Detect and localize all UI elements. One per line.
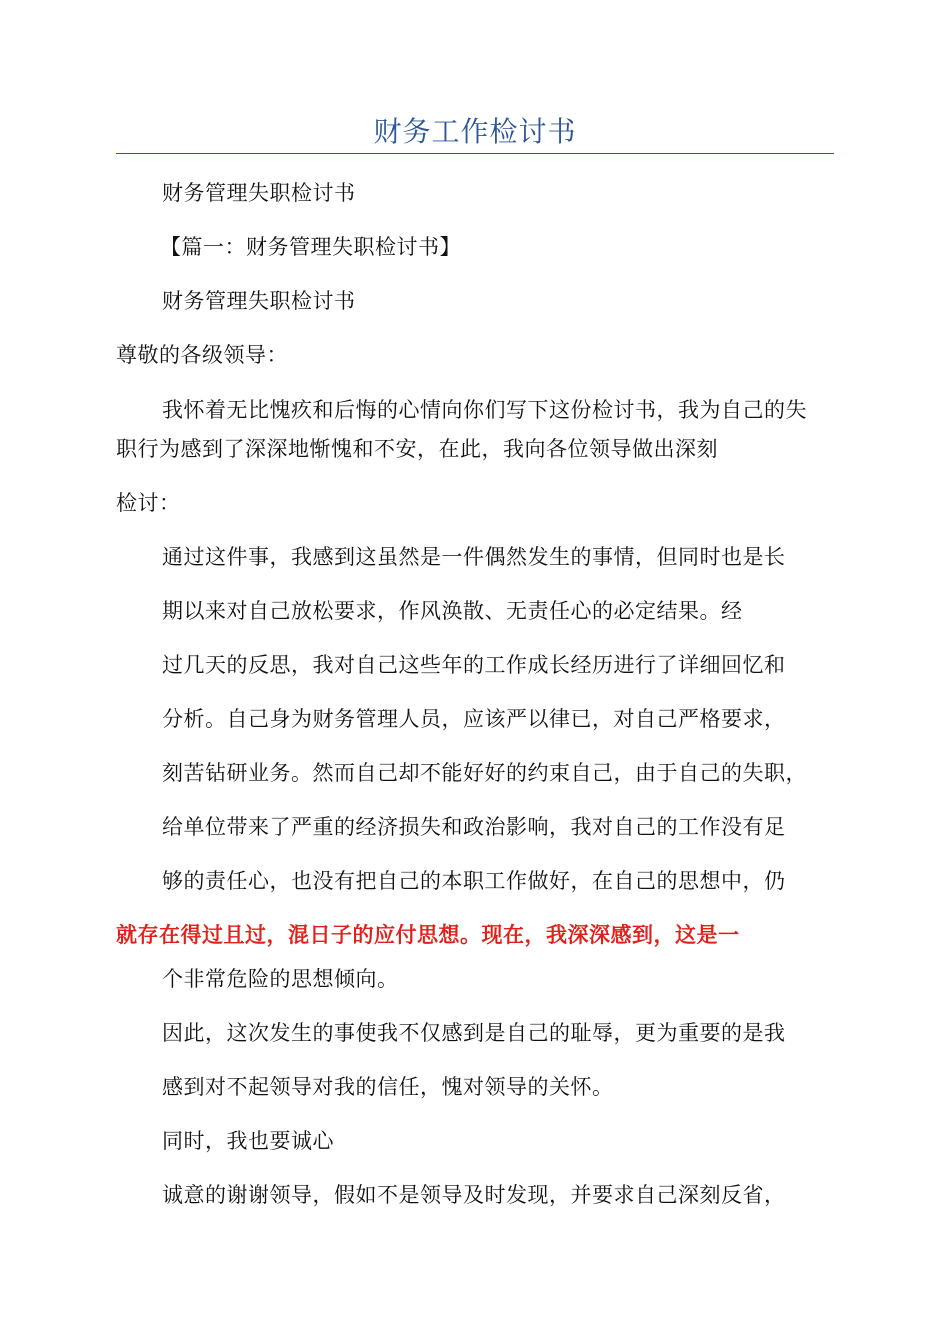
paragraph-line: 给单位带来了严重的经济损失和政治影响，我对自己的工作没有足 <box>162 815 786 839</box>
highlighted-line: 就存在得过且过，混日子的应付思想。现在，我深深感到，这是一 <box>116 923 740 947</box>
paragraph-line: 同时，我也要诚心 <box>162 1129 334 1153</box>
paragraph-line: 感到对不起领导对我的信任，愧对领导的关怀。 <box>162 1075 614 1099</box>
paragraph-line: 职行为感到了深深地惭愧和不安，在此，我向各位领导做出深刻 <box>116 437 718 461</box>
paragraph-line: 个非常危险的思想倾向。 <box>162 967 399 991</box>
paragraph-line: 过几天的反思，我对自己这些年的工作成长经历进行了详细回忆和 <box>162 653 786 677</box>
paragraph-line: 够的责任心，也没有把自己的本职工作做好，在自己的思想中，仍 <box>162 869 786 893</box>
paragraph-line: 我怀着无比愧疚和后悔的心情向你们写下这份检讨书，我为自己的失 <box>162 398 807 422</box>
section-heading: 【篇一：财务管理失职检讨书】 <box>160 235 461 259</box>
paragraph-line: 因此，这次发生的事使我不仅感到是自己的耻辱，更为重要的是我 <box>162 1021 786 1045</box>
paragraph-line: 分析。自己身为财务管理人员，应该严以律已，对自己严格要求， <box>162 707 786 731</box>
paragraph-line: 诚意的谢谢领导，假如不是领导及时发现，并要求自己深刻反省， <box>162 1183 786 1207</box>
title-underline <box>116 153 834 154</box>
paragraph-line: 通过这件事，我感到这虽然是一件偶然发生的事情，但同时也是长 <box>162 545 786 569</box>
paragraph-line: 检讨： <box>116 491 181 515</box>
subtitle-line: 财务管理失职检讨书 <box>162 181 356 205</box>
paragraph-line: 刻苦钻研业务。然而自己却不能好好的约束自己，由于自己的失职， <box>162 761 807 785</box>
salutation: 尊敬的各级领导： <box>116 343 288 367</box>
document-title: 财务工作检讨书 <box>373 115 577 148</box>
subtitle-line: 财务管理失职检讨书 <box>162 289 356 313</box>
paragraph-line: 期以来对自己放松要求，作风涣散、无责任心的必定结果。经 <box>162 599 743 623</box>
